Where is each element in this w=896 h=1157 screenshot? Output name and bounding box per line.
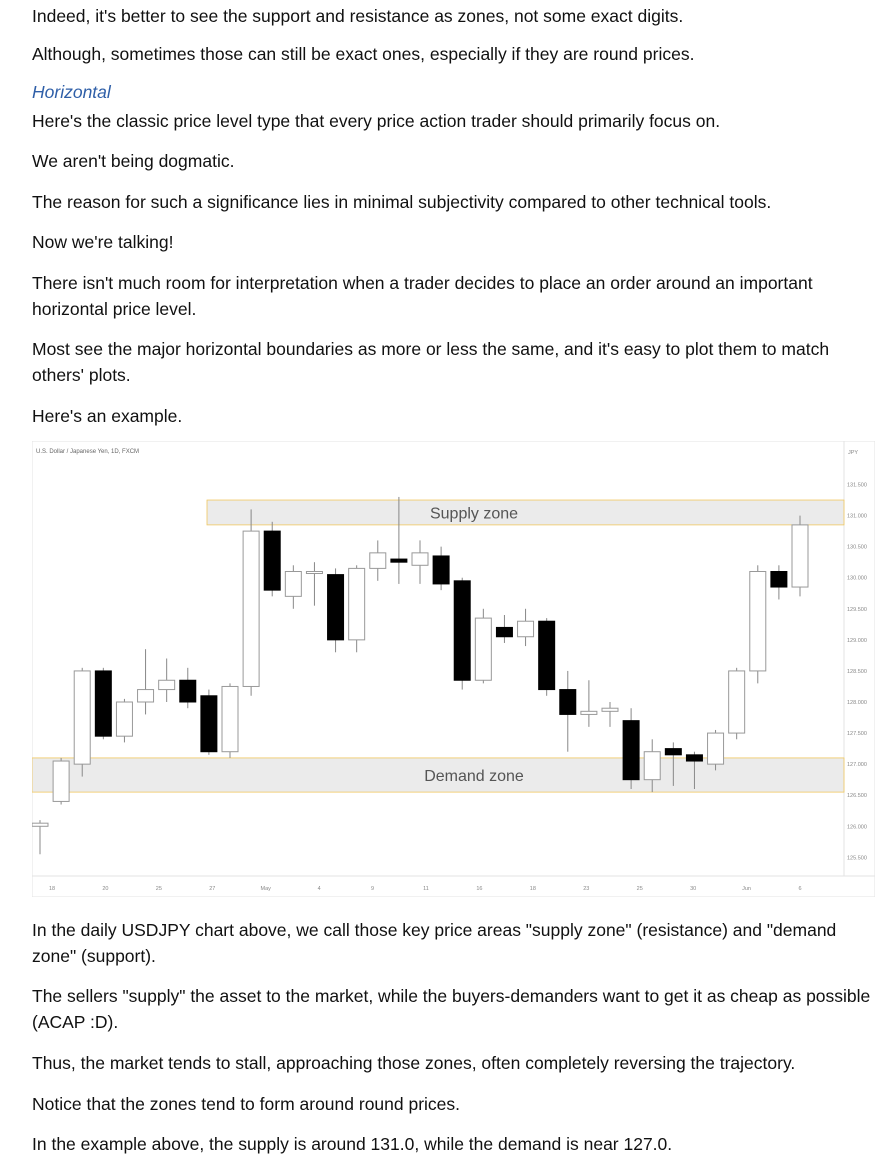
candle-body <box>222 686 238 751</box>
candle-body <box>539 621 555 689</box>
candle <box>74 668 90 777</box>
candle-body <box>518 621 534 637</box>
candle-body <box>328 575 344 640</box>
candle <box>264 522 280 597</box>
paragraph: Here's an example. <box>32 406 183 426</box>
candle <box>454 578 470 690</box>
candle-body <box>391 559 407 562</box>
candle-body <box>306 572 322 574</box>
candle-body <box>433 556 449 584</box>
candle <box>243 509 259 695</box>
candle-body <box>708 733 724 764</box>
paragraph: Notice that the zones tend to form around round prices. <box>32 1094 461 1114</box>
candle-body <box>53 761 69 801</box>
chart-title: U.S. Dollar / Japanese Yen, 1D, FXCM <box>36 449 140 455</box>
time-tick-label: 18 <box>529 886 536 892</box>
section-heading: Horizontal <box>32 82 111 102</box>
candle-body <box>159 680 175 689</box>
candle-body <box>750 572 766 671</box>
candle-body <box>665 749 681 755</box>
candle-body <box>792 525 808 587</box>
time-tick-label: 6 <box>798 886 802 892</box>
candle-body <box>771 572 787 588</box>
price-tick-label: 125.500 <box>847 855 867 862</box>
candle-body <box>454 581 470 680</box>
price-tick-label: 129.000 <box>847 637 867 644</box>
candle-body <box>686 755 702 761</box>
price-tick-label: 129.500 <box>847 606 867 613</box>
candle <box>349 565 365 652</box>
paragraph: In the example above, the supply is around 131.0, while the demand is near 127.0. <box>32 1134 673 1154</box>
candle-body <box>475 618 491 680</box>
candle-body <box>201 696 217 752</box>
candle-body <box>349 568 365 639</box>
candle-body <box>412 553 428 565</box>
zone-band <box>207 500 844 525</box>
time-tick-label: 18 <box>48 886 56 892</box>
candle-body <box>644 752 660 780</box>
paragraph: Thus, the market tends to stall, approaching those zones, often completely reversing the trajectory. <box>32 1053 796 1073</box>
price-tick-label: 130.000 <box>847 575 867 582</box>
candle <box>750 565 766 683</box>
paragraph: Now we're talking! <box>32 232 174 252</box>
candle <box>201 690 217 755</box>
candle-body <box>602 708 618 711</box>
candle <box>116 699 132 743</box>
time-tick-label: 25 <box>636 886 643 892</box>
paragraph: In the daily USDJPY chart above, we call those key price areas "supply zone" (resistance) and "demand zone" (support). <box>32 920 837 966</box>
price-tick-label: 126.500 <box>847 793 867 800</box>
time-tick-label: May <box>260 886 271 892</box>
zone-label: Supply zone <box>429 505 519 523</box>
candle <box>708 730 724 770</box>
paragraph: Although, sometimes those can still be exact ones, especially if they are round prices. <box>32 44 695 64</box>
paragraph: The sellers "supply" the asset to the market, while the buyers-demanders want to get it as cheap as possible (ACAP :D). <box>32 986 871 1032</box>
candle-body <box>74 671 90 764</box>
candle-body <box>243 531 259 686</box>
price-tick-label: 126.000 <box>847 824 867 831</box>
candle <box>95 668 111 739</box>
candle <box>53 758 69 805</box>
price-tick-label: 130.500 <box>847 544 867 551</box>
candle-body <box>581 711 597 714</box>
candle <box>792 516 808 597</box>
paragraph: There isn't much room for interpretation when a trader decides to place an order around an important horizontal price level. <box>32 273 813 319</box>
price-tick-label: 127.000 <box>847 762 867 769</box>
currency-label: JPY <box>848 450 859 456</box>
price-tick-label: 128.500 <box>847 668 867 675</box>
price-tick-label: 131.000 <box>847 513 867 520</box>
time-tick-label: 27 <box>209 886 216 892</box>
candle <box>623 708 639 789</box>
paragraph: Here's the classic price level type that every price action trader should primarily focus on. <box>32 111 721 131</box>
time-tick-label: 11 <box>423 886 429 892</box>
price-tick-label: 128.000 <box>847 700 867 706</box>
candle-body <box>264 531 280 590</box>
candle <box>222 683 238 758</box>
zone-label: Demand zone <box>424 768 524 786</box>
time-tick-label: Jun <box>742 886 752 892</box>
paragraph: The reason for such a significance lies in minimal subjectivity compared to other technical tools. <box>32 192 772 212</box>
usdjpy-candlestick-chart <box>32 441 875 897</box>
paragraph: We aren't being dogmatic. <box>32 151 235 171</box>
candle-body <box>116 702 132 736</box>
candle-body <box>32 823 48 826</box>
time-tick-label: 23 <box>583 886 590 892</box>
time-tick-label: 25 <box>155 886 162 892</box>
paragraph: Most see the major horizontal boundaries as more or less the same, and it's easy to plot them to match others' plots. <box>32 339 830 385</box>
candle-body <box>138 690 154 702</box>
time-tick-label: 4 <box>317 886 321 892</box>
candle-body <box>560 690 576 715</box>
candle-body <box>180 680 196 702</box>
price-tick-label: 131.500 <box>847 482 867 489</box>
candle-body <box>729 671 745 733</box>
candle-body <box>496 627 512 636</box>
candle <box>729 668 745 739</box>
candle <box>475 609 491 684</box>
candle-body <box>285 572 301 597</box>
time-tick-label: 20 <box>102 886 109 892</box>
time-tick-label: 30 <box>690 886 697 892</box>
candle <box>539 618 555 696</box>
candle-body <box>370 553 386 569</box>
candle-body <box>623 721 639 780</box>
candle-body <box>95 671 111 736</box>
time-tick-label: 16 <box>476 886 483 892</box>
price-tick-label: 127.500 <box>847 731 867 738</box>
time-tick-label: 9 <box>371 886 375 892</box>
candle <box>328 568 344 652</box>
paragraph: Indeed, it's better to see the support and resistance as zones, not some exact digits. <box>32 6 684 26</box>
